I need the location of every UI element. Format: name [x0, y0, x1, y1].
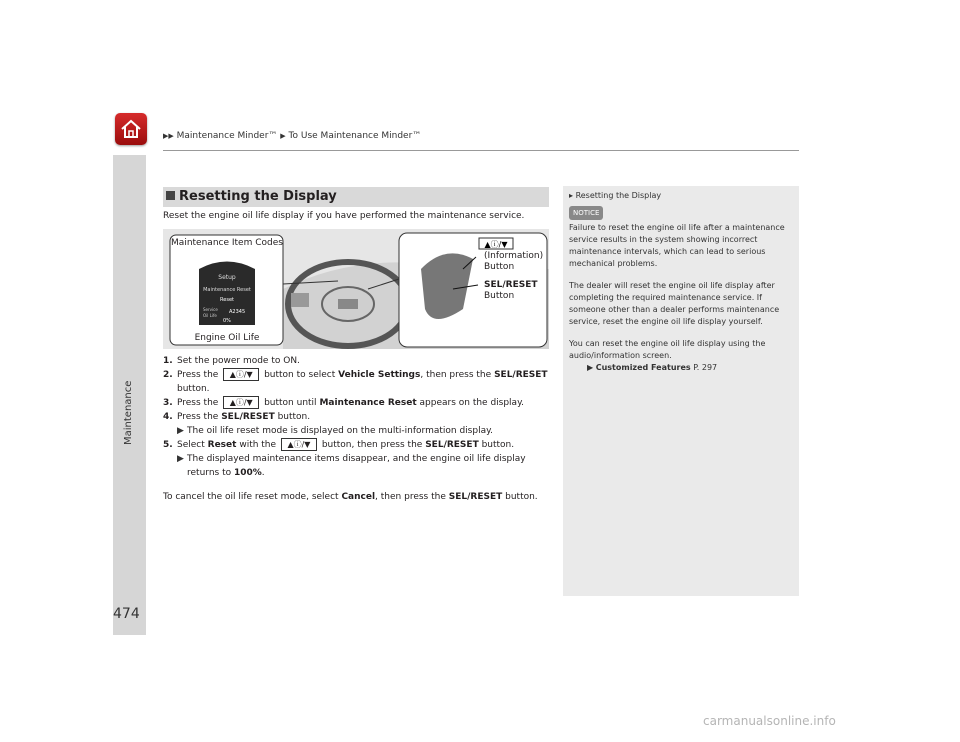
arrow-right-icon: ▶ [177, 454, 184, 464]
breadcrumb [163, 131, 421, 141]
section-square-icon [166, 191, 175, 200]
steps-list [163, 354, 558, 480]
step-5: 5. Select Reset with the ▲ⓘ/▼ button, then press the SEL/RESET button. ▶ The displayed maintenance items disappear, and the engine oil life display returns to 100%. [163, 438, 558, 480]
step-4: 4. Press the SEL/RESET button. ▶ The oil life reset mode is displayed on the multi-information display. [163, 410, 558, 438]
info-up-down-icon: ▲ⓘ/▼ [223, 368, 259, 381]
display-maintenance-reset: Maintenance Reset [203, 287, 251, 293]
display-setup: Setup [218, 274, 236, 281]
notes-title: ▸ Resetting the Display [569, 191, 662, 200]
display-percent: 0% [223, 318, 231, 324]
header-divider [163, 150, 799, 151]
display-codes: A2345 [229, 309, 246, 315]
callout-information-button: Button [484, 262, 515, 272]
dashboard-figure [163, 229, 549, 349]
breadcrumb-link-maintenance-minder[interactable]: Maintenance Minder™ [176, 131, 278, 141]
callout-sel-reset-button: Button [484, 291, 515, 301]
step-4-result: ▶ The oil life reset mode is displayed on the multi-information display. [177, 426, 493, 436]
section-header [163, 187, 549, 207]
step-3: 3. Press the ▲ⓘ/▼ button until Maintenance Reset appears on the display. [163, 398, 524, 408]
step-5-result: ▶ The displayed maintenance items disappear, and the engine oil life display returns to 100%. [177, 454, 526, 478]
arrow-right-icon: ▶ [177, 426, 184, 436]
breadcrumb-triangle-icon: ▶▶ [163, 132, 174, 140]
display-oil-life: Oil Life [203, 313, 217, 318]
step-2: 2. Press the ▲ⓘ/▼ button to select Vehicle Settings, then press the SEL/RESET button. [163, 370, 548, 394]
notice-badge: NOTICE [569, 206, 603, 220]
ref-arrow-icon: ▶ [587, 363, 594, 372]
callout-sel-reset: SEL/RESET [484, 280, 538, 290]
callout-information: (Information) [484, 251, 544, 261]
info-up-down-icon: ▲ⓘ/▼ [223, 396, 259, 409]
sidebar-label[interactable]: Maintenance [123, 380, 134, 445]
section-title: Resetting the Display [179, 189, 337, 204]
watermark: carmanualsonline.info [703, 714, 836, 728]
home-button[interactable] [115, 113, 147, 145]
step-1: 1. Set the power mode to ON. [163, 356, 300, 366]
callout-engine-oil-life: Engine Oil Life [194, 333, 260, 343]
notes-paragraph-1: Failure to reset the engine oil life after a maintenance service results in the system showing incorrect maintenance intervals, which can lead to serious mechanical problems. [569, 223, 785, 268]
home-icon [119, 117, 143, 141]
notes-paragraph-3: You can reset the engine oil life display using the audio/information screen. [569, 339, 766, 360]
callout-maintenance-codes: Maintenance Item Codes [171, 238, 283, 248]
breadcrumb-current[interactable]: To Use Maintenance Minder™ [288, 131, 422, 141]
dashboard-illustration [163, 229, 549, 349]
display-reset: Reset [220, 297, 234, 303]
notes-panel [563, 186, 799, 596]
ref-arrow-icon: ▸ [569, 191, 574, 200]
page-number: 474 [113, 606, 140, 622]
notes-paragraph-2: The dealer will reset the engine oil life display after completing the required maintenance service. If someone other than a dealer performs maintenance service, reset the engine oil life display yourself. [569, 281, 780, 326]
display-service: Service [203, 307, 218, 312]
section-intro: Reset the engine oil life display if you have performed the maintenance service. [163, 211, 525, 221]
info-up-down-icon: ▲ⓘ/▼ [281, 438, 317, 451]
breadcrumb-triangle-icon: ▶ [280, 132, 286, 140]
customized-features-link[interactable]: ▶ Customized Features P. 297 [587, 363, 718, 372]
cancel-instructions: To cancel the oil life reset mode, select Cancel, then press the SEL/RESET button. [163, 492, 538, 502]
info-up-down-icon: ▲ⓘ/▼ [484, 240, 508, 249]
